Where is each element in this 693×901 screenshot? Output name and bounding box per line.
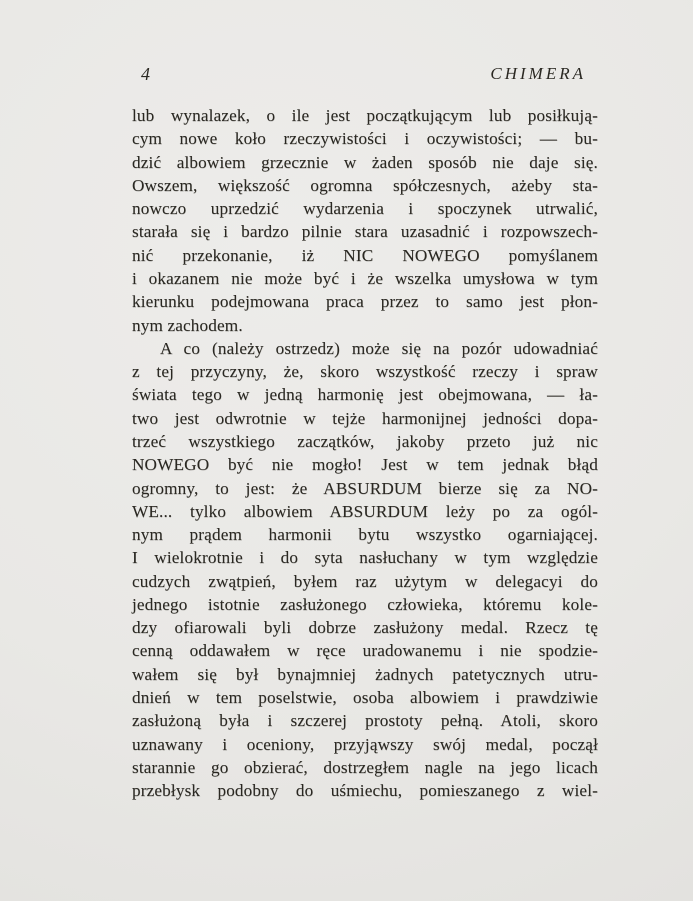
text-line: A co (należy ostrzedz) może się na pozór udowadniać [160, 338, 598, 358]
text-line: trzeć wszystkiego zaczątków, jakoby przeto już nic [132, 431, 598, 451]
text-line: cenną oddawałem w ręce uradowanemu i nie spodzie- [132, 641, 598, 661]
text-line: z tej przyczyny, że, skoro wszystkość rzeczy i spraw [132, 362, 598, 382]
text-line: cym nowe koło rzeczywistości i oczywistości; — bu- [132, 129, 598, 149]
text-line: cudzych zwątpień, byłem raz użytym w delegacyi do [132, 571, 598, 591]
text-line: NOWEGO być nie mogło! Jest w tem jednak błąd [132, 455, 598, 475]
text-line: nić przekonanie, iż NIC NOWEGO pomyślanem [132, 245, 598, 265]
text-line: starała się i bardzo pilnie stara uzasadnić i rozpowszech- [132, 222, 598, 242]
text-line: dzy ofiarowali byli dobrze zasłużony medal. Rzecz tę [132, 618, 598, 638]
text-line: przebłysk podobny do uśmiechu, pomieszanego z wiel- [132, 781, 598, 801]
text-line: wałem się był bynajmniej żadnych patetycznych utru- [132, 664, 598, 684]
page-header [132, 64, 598, 88]
text-line: jednego istotnie zasłużonego człowieka, któremu kole- [132, 594, 598, 614]
text-line: uznawany i oceniony, przyjąwszy swój medal, począł [132, 734, 598, 754]
text-line: i okazanem nie może być i że wszelka umysłowa w tym [132, 268, 598, 288]
page-body [132, 104, 598, 802]
text-line: lub wynalazek, o ile jest początkującym lub posiłkują- [132, 106, 598, 125]
text-line: starannie go obzierać, dostrzegłem nagle na jego licach [132, 757, 598, 777]
text-line: WE... tylko albowiem ABSURDUM leży po za ogól- [132, 501, 598, 521]
text-line: dnień w tem poselstwie, osoba albowiem i prawdziwie [132, 688, 598, 708]
text-line: nowczo uprzedzić wydarzenia i spoczynek utrwalić, [132, 199, 598, 219]
journal-title: CHIMERA [490, 64, 586, 83]
text-line: I wielokrotnie i do syta nasłuchany w tym względzie [132, 548, 598, 568]
text-line: ogromny, to jest: że ABSURDUM bierze się za NO- [132, 478, 598, 498]
text-line: świata tego w jedną harmonię jest obejmowana, — ła- [132, 385, 598, 405]
text-line: Owszem, większość ogromna spółczesnych, ażeby sta- [132, 175, 598, 195]
text-line: dzić albowiem grzecznie w żaden sposób nie daje się. [132, 152, 598, 172]
page-number: 4 [141, 64, 150, 84]
text-line: nym prądem harmonii bytu wszystko ogarniającej. [132, 525, 598, 545]
text-line: kierunku podejmowana praca przez to samo jest płon- [132, 292, 598, 312]
text-line: two jest odwrotnie w tejże harmonijnej jedności dopa- [132, 408, 598, 428]
text-line: nym zachodem. [132, 315, 243, 335]
text-line: zasłużoną była i szczerej prostoty pełną. Atoli, skoro [132, 711, 598, 731]
